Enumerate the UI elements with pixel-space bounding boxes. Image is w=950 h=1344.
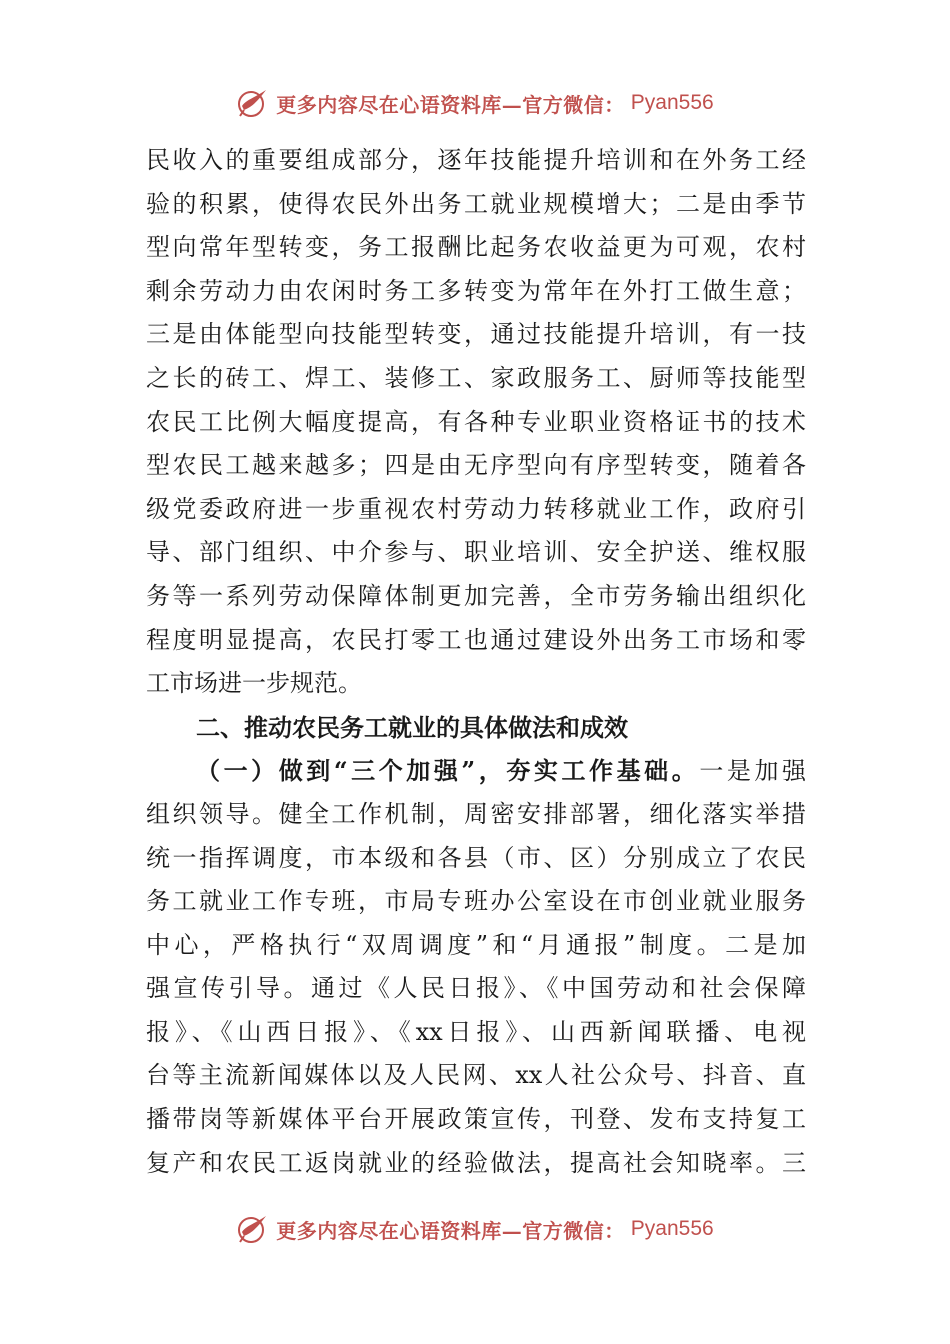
- watermark-text: 更多内容尽在心语资料库—官方微信：: [276, 92, 625, 117]
- watermark-wechat-id: Pyan556: [630, 91, 714, 114]
- subsection-text: 一是加强: [699, 757, 806, 786]
- text-line: 三是由体能型向技能型转变，通过技能提升培训，有一技: [146, 320, 806, 349]
- quill-logo-icon: [236, 1212, 270, 1246]
- text-line: 剩余劳动力由农闲时务工多转变为常年在外打工做生意；: [146, 276, 806, 305]
- footer-watermark: [0, 1212, 950, 1246]
- text-line: 程度明显提高，农民打零工也通过建设外出务工市场和零: [146, 625, 806, 654]
- text-line: 台等主流新闻媒体以及人民网、xx人社公众号、抖音、直: [146, 1061, 806, 1090]
- text-line: 导、部门组织、中介参与、职业培训、安全护送、维权服: [146, 538, 806, 567]
- quill-logo-icon: [236, 86, 270, 120]
- text-line: 统一指挥调度，市本级和各县（市、区）分别成立了农民: [146, 843, 806, 872]
- text-line: 务工就业工作专班，市局专班办公室设在市创业就业服务: [146, 887, 806, 916]
- text-line: 型农民工越来越多；四是由无序型向有序型转变，随着各: [146, 451, 806, 480]
- text-line: 中心，严格执行“双周调度”和“月通报”制度。二是加: [146, 930, 806, 959]
- text-line: 级党委政府进一步重视农村劳动力转移就业工作，政府引: [146, 494, 806, 523]
- text-line: 之长的砖工、焊工、装修工、家政服务工、厨师等技能型: [146, 363, 806, 392]
- text-line: 播带岗等新媒体平台开展政策宣传，刊登、发布支持复工: [146, 1105, 806, 1134]
- text-line: 验的积累，使得农民外出务工就业规模增大；二是由季节: [146, 189, 806, 218]
- subsection-line: [146, 749, 806, 793]
- watermark-wechat-id: Pyan556: [630, 1217, 714, 1240]
- text-line: 务等一系列劳动保障体制更加完善，全市劳务输出组织化: [146, 581, 806, 610]
- text-line: 强宣传引导。通过《人民日报》、《中国劳动和社会保障: [146, 974, 806, 1003]
- section-heading: 二、推动农民务工就业的具体做法和成效: [196, 712, 628, 742]
- text-line: 民收入的重要组成部分，逐年技能提升培训和在外务工经: [146, 146, 806, 174]
- watermark-text: 更多内容尽在心语资料库—官方微信：: [276, 1218, 625, 1243]
- text-line: 工市场进一步规范。: [146, 669, 362, 698]
- text-line: 组织领导。健全工作机制，周密安排部署，细化落实举措: [146, 799, 806, 828]
- text-line: 农民工比例大幅度提高，有各种专业职业资格证书的技术: [146, 407, 806, 436]
- header-watermark: [0, 86, 950, 120]
- subsection-title: （一）做到“三个加强”，夯实工作基础。: [196, 756, 700, 786]
- text-line: 型向常年型转变，务工报酬比起务农收益更为可观，农村: [146, 233, 806, 262]
- text-line: 复产和农民工返岗就业的经验做法，提高社会知晓率。三: [146, 1148, 806, 1177]
- document-body: [146, 139, 806, 1185]
- text-line: 报》、《山西日报》、《xx日报》、山西新闻联播、电视: [146, 1017, 806, 1046]
